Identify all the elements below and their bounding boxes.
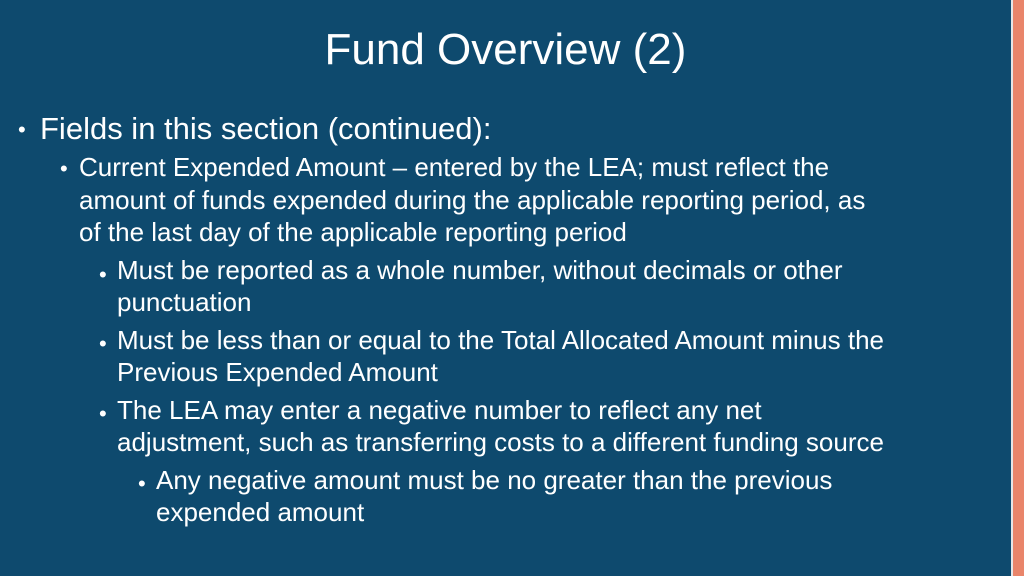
bullet-level3-line: Must be reported as a whole number, without decimals or other <box>117 255 843 285</box>
bullet-level3-line: Previous Expended Amount <box>117 357 438 387</box>
bullet-marker: • <box>99 262 107 287</box>
bullet-level3-line: The LEA may enter a negative number to reflect any net <box>117 395 762 425</box>
bullet-marker: • <box>99 331 107 356</box>
bullet-level3-line: adjustment, such as transferring costs to a different funding source <box>117 427 884 457</box>
bullet-marker: • <box>18 117 26 142</box>
bullet-level4-line: Any negative amount must be no greater than the previous <box>156 465 833 495</box>
bullet-level4-line: expended amount <box>156 497 365 527</box>
edge-accent-bar <box>1013 0 1024 576</box>
bullet-marker: • <box>99 401 107 426</box>
bullet-level1: Fields in this section (continued): <box>40 111 492 146</box>
bullet-marker: • <box>138 471 146 496</box>
bullet-marker: • <box>60 156 68 181</box>
bullet-level3-line: punctuation <box>117 287 252 317</box>
bullet-level3-line: Must be less than or equal to the Total Allocated Amount minus the <box>117 325 884 355</box>
bullet-level2-line: amount of funds expended during the applicable reporting period, as <box>79 185 866 215</box>
slide-title: Fund Overview (2) <box>324 25 687 74</box>
bullet-level2-line: of the last day of the applicable reporting period <box>79 217 627 247</box>
bullet-level2-line: Current Expended Amount – entered by the LEA; must reflect the <box>79 152 830 182</box>
